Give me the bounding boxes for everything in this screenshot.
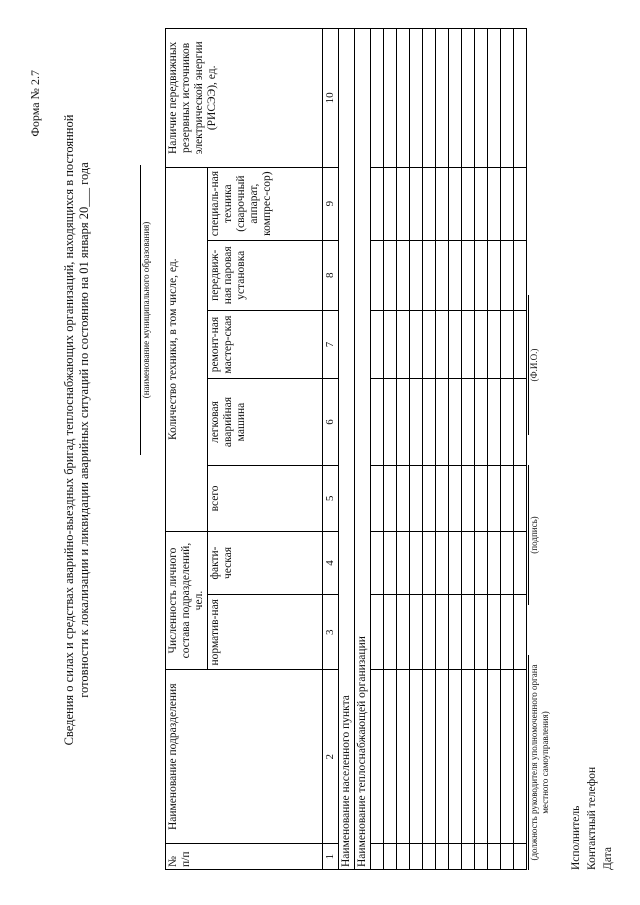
- settlement-row: [339, 29, 355, 870]
- form-number: Форма № 2.7: [28, 70, 42, 137]
- fio-caption: (Ф.И.О.): [529, 348, 539, 382]
- table-row: [436, 29, 449, 870]
- header-equipment: Количество техники, в том числе, ед.: [166, 167, 208, 531]
- header-row-1: [166, 29, 208, 870]
- header-special-equipment: специаль-ная техника (сварочный аппарат, компрес-сор): [208, 167, 323, 240]
- col-num: 2: [323, 670, 339, 844]
- table-row: [410, 29, 423, 870]
- col-num: 10: [323, 29, 339, 168]
- table-row: [488, 29, 501, 870]
- header-reserve-power: Наличие передвижных резервных источников электрической энергии (РИСЭЭ), ед.: [166, 29, 323, 168]
- header-name: Наименование подразделения: [166, 670, 323, 844]
- col-num: 7: [323, 310, 339, 378]
- col-num: 4: [323, 531, 339, 594]
- table-row: [501, 29, 514, 870]
- col-num: 1: [323, 844, 339, 870]
- table-row: [462, 29, 475, 870]
- header-steam-unit: передвиж-ная паровая установка: [208, 240, 323, 310]
- table-row: [423, 29, 436, 870]
- position-caption: [529, 655, 551, 870]
- col-num: 3: [323, 595, 339, 670]
- executor-label: Исполнитель: [570, 805, 582, 870]
- column-number-row: [323, 29, 339, 870]
- col-num: 6: [323, 379, 339, 466]
- organization-name-cell: Наименование теплоснабжающей организации: [355, 29, 371, 870]
- table-row: [384, 29, 397, 870]
- table-row: [514, 29, 527, 870]
- table-row: [397, 29, 410, 870]
- settlement-name-cell: Наименование населенного пункта: [339, 29, 355, 870]
- table-row: [449, 29, 462, 870]
- col-num: 8: [323, 240, 339, 310]
- header-emergency-car: легковая аварийная машина: [208, 379, 323, 466]
- title-line-2: готовности к локализации и ликвидации аварийных ситуаций по состоянию на 01 января 20___ года: [77, 162, 91, 698]
- col-num: 5: [323, 466, 339, 532]
- title-line-1: Сведения о силах и средствах аварийно-выездных бригад теплоснабжающих организаций, находящихся в постоянной: [62, 114, 76, 746]
- form-title: [62, 85, 92, 775]
- position-caption-line-2: местного самоуправления): [540, 711, 550, 814]
- header-staff: Численность личного состава подразделений, чел.: [166, 531, 208, 670]
- date-label: Дата: [602, 847, 614, 870]
- header-repair-workshop: ремонт-ная мастер-ская: [208, 310, 323, 378]
- phone-label: Контактный телефон: [586, 766, 598, 870]
- table-row: [475, 29, 488, 870]
- position-caption-line-1: (должность руководителя уполномоченного органа: [529, 664, 539, 861]
- header-staff-actual: факти-ческая: [208, 531, 323, 594]
- organization-row: [355, 29, 371, 870]
- header-no: № п/п: [166, 844, 323, 870]
- col-num: 9: [323, 167, 339, 240]
- header-staff-normative: норматив-ная: [208, 595, 323, 670]
- table-row: [371, 29, 384, 870]
- signature-caption: (подпись): [529, 516, 539, 554]
- municipality-caption: (наименование муниципального образования): [141, 221, 151, 399]
- forces-table: [165, 28, 527, 870]
- header-total: всего: [208, 466, 323, 532]
